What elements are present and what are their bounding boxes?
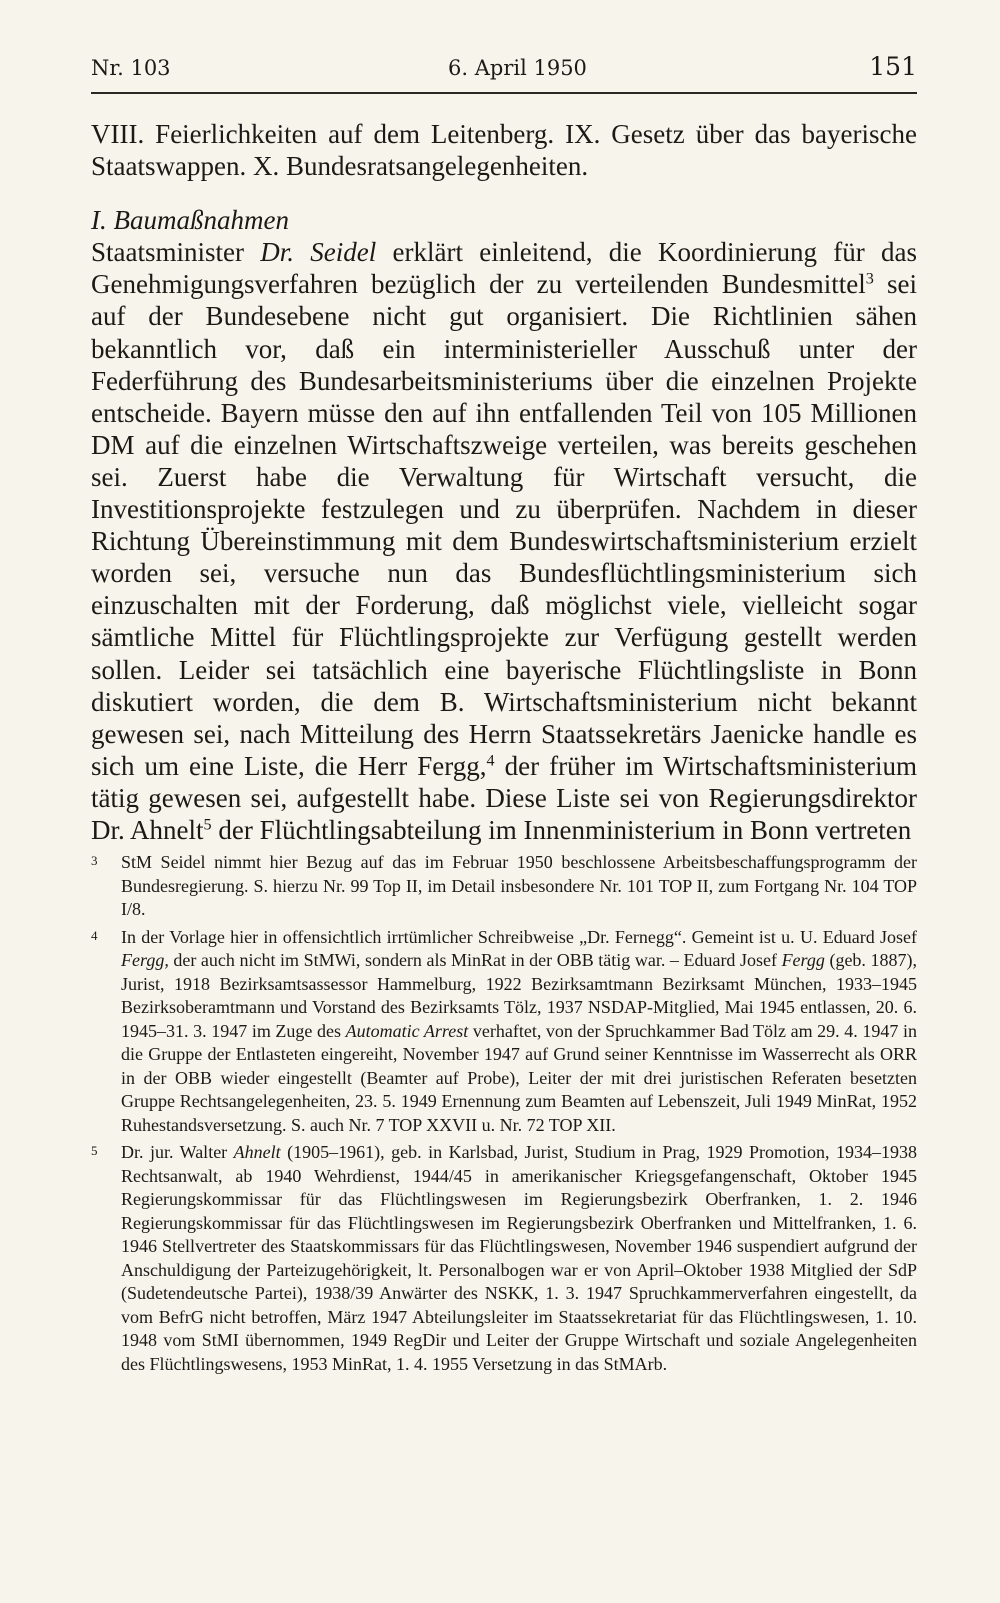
body-paragraph <box>91 236 917 846</box>
footnote-3 <box>91 851 917 922</box>
footnote-5 <box>91 1141 917 1376</box>
text-run: der Flüchtlingsabteilung im Innenministerium in Bonn vertreten <box>211 814 912 845</box>
text-run: Staatsminister <box>91 237 261 268</box>
footnote-italic: Automatic Arrest <box>345 1020 469 1041</box>
footnote-italic: Fergg, <box>121 950 169 970</box>
agenda-continuation: VIII. Feierlichkeiten auf dem Leitenberg. IX. Gesetz über das bayerische Staatswappen. X. Bundesratsangelegenheiten. <box>91 119 917 182</box>
page-number: 151 <box>869 52 917 81</box>
document-date: 6. April 1950 <box>448 56 587 80</box>
text-run: erklärt einleitend, die Koordinierung für das Genehmigungsverfahren bezüglich der zu verteilenden Bundesmittel <box>91 237 918 300</box>
footnote-text: (1905–1961), geb. in Karlsbad, Jurist, Studium in Prag, 1929 Promotion, 1934–1938 Rechtsanwalt, ab 1940 Wehrdienst, 1944/45 in amerikanischer Kriegsgefangenschaft, Oktober 1945 Regierungskommissar für das Flüchtlingswesen im Regierungsbezirk Oberfranken, 1. 2. 1946 Regierungskommissar für das Flüchtlingswesen im Regierungsbezirk Oberfranken und Mittelfranken, 1. 6. 1946 Stellvertreter des Staatskommissars für das Flüchtlingswesen, November 1946 suspendiert aufgrund der Anschuldigung der Parteizugehörigkeit, lt. Personalbogen war er von April–Oktober 1938 Mitglied der SdP (Sudetendeutsche Partei), 1938/39 Anwärter des NSKK, 1. 3. 1947 Spruchkammerverfahren eingestellt, da vom BefrG nicht betroffen, März 1947 Abteilungsleiter im Staatssekretariat für das Flüchtlingswesen, 1. 10. 1948 vom StMI übernommen, 1949 RegDir und Leiter der Gruppe Wirtschaft und soziale Angelegenheiten des Flüchtlingswesens, 1953 MinRat, 1. 4. 1955 Versetzung in das StMArb. <box>121 1142 918 1374</box>
text-run: der früher im Wirtschaftsministerium tätig gewesen sei, aufgestellt habe. Diese Liste sei von Regierungsdirektor Dr. Ahnelt <box>91 750 918 845</box>
footnote-ref-4[interactable]: 4 <box>486 751 495 770</box>
footnote-text: Dr. jur. Walter <box>121 1142 234 1162</box>
footnote-ref-3[interactable]: 3 <box>865 269 874 288</box>
footnote-text: In der Vorlage hier in offensichtlich irrtümlicher Schreibweise „Dr. Fernegg“. Gemeint ist u. U. Eduard Josef <box>121 926 917 947</box>
speaker-name: Dr. Seidel <box>260 237 377 268</box>
footnote-number: 4 <box>91 927 98 943</box>
text-run: sei auf der Bundesebene nicht gut organisiert. Die Richtlinien sähen bekanntlich vor, daß ein interministerieller Ausschuß unter der Federführung des Bundesarbeitsministeriums über die einzelnen Projekte entscheide. Bayern müsse den auf ihn entfallenden Teil von 105 Millionen DM auf die einzelnen Wirtschaftszweige verteilen, was bereits geschehen sei. Zuerst habe die Verwaltung für Wirtschaft versucht, die Investitionsprojekte festzulegen und zu überprüfen. Nachdem in dieser Richtung Übereinstimmung mit dem Bundeswirtschaftsministerium erzielt worden sei, versuche nun das Bundesflüchtlingsministerium sich einzuschalten mit der Forderung, daß möglichst viele, vielleicht sogar sämtliche Mittel für Flüchtlingsprojekte zur Verfügung gestellt werden sollen. Leider sei tatsächlich eine bayerische Flüchtlingsliste in Bonn diskutiert worden, die dem B. Wirtschaftsministerium nicht bekannt gewesen sei, nach Mitteilung des Herrn Staatssekretärs Jaenicke handle es sich um eine Liste, die Herr Fergg, <box>91 269 917 781</box>
footnote-italic: Ahnelt <box>233 1142 281 1162</box>
main-text <box>91 118 917 846</box>
section-heading: I. Baumaßnahmen <box>91 205 289 236</box>
footnote-text: StM Seidel nimmt hier Bezug auf das im Februar 1950 beschlossene Arbeitsbeschaffungsprogramm der Bundesregierung. S. hierzu Nr. 99 Top II, im Detail insbesondere Nr. 101 TOP II, zum Fortgang Nr. 104 TOP I/8. <box>121 852 917 919</box>
footnote-4 <box>91 926 917 1138</box>
footnote-ref-5[interactable]: 5 <box>203 815 212 834</box>
footnote-text: der auch nicht im StMWi, sondern als MinRat in der OBB tätig war. – Eduard Josef <box>168 950 782 970</box>
document-number: Nr. 103 <box>91 56 171 80</box>
running-header <box>91 48 917 94</box>
footnote-number: 3 <box>91 853 98 868</box>
footnotes <box>91 851 917 1376</box>
footnote-text: verhaftet, von der Spruchkammer Bad Tölz am 29. 4. 1947 in die Gruppe der Entlasteten eingereiht, November 1947 auf Grund seiner Kenntnisse im Wasserrecht als ORR in der OBB wieder eingestellt (Beamter auf Probe), Leiter der mit drei juristischen Referaten besetzten Gruppe Rechtsangelegenheiten, 23. 5. 1949 Ernennung zum Beamten auf Lebenszeit, Juli 1949 MinRat, 1952 Ruhestandsversetzung. S. auch Nr. 7 TOP XXVII u. Nr. 72 TOP XII. <box>121 1020 918 1135</box>
footnote-text: (geb. 1887), Jurist, 1918 Bezirksamtsassessor Hammelburg, 1922 Bezirksamtmann Bezirksamt München, 1933–1945 Bezirksoberamtmann und Vorstand des Bezirksamts Tölz, 1937 NSDAP-Mitglied, Mai 1945 entlassen, 20. 6. 1945–31. 3. 1947 im Zuge des <box>121 950 917 1041</box>
footnote-italic: Fergg <box>781 950 825 970</box>
footnote-number: 5 <box>91 1143 98 1158</box>
